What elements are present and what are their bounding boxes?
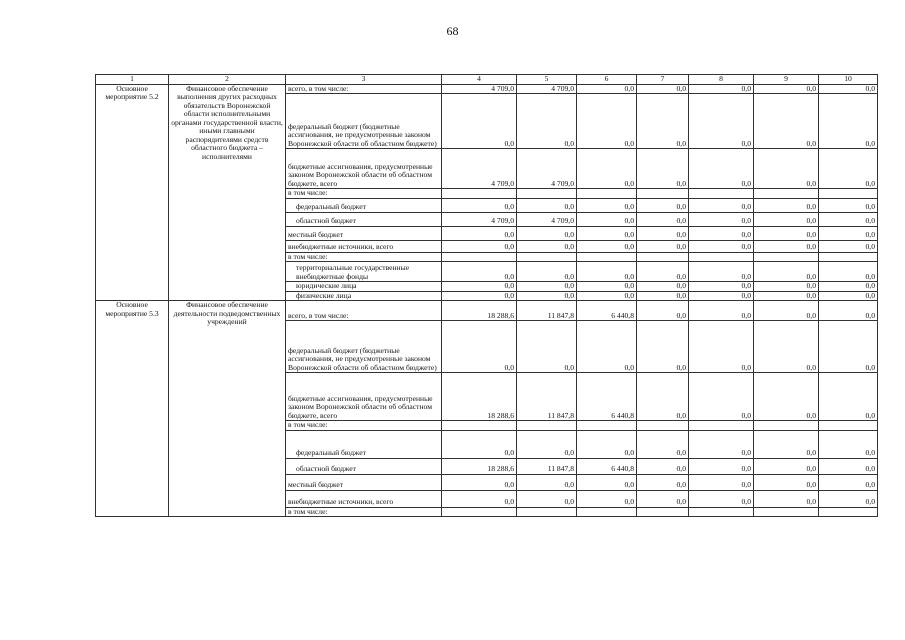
amount-cell-col-9: 0,0 bbox=[754, 474, 819, 490]
funding-source-label: федеральный бюджет (бюджетные ассигнования, не предусмотренные законом Воронежской области об областном бюджете) bbox=[286, 94, 442, 149]
amount-cell-col-4: 0,0 bbox=[442, 430, 517, 458]
amount-cell-col-8 bbox=[689, 507, 754, 517]
amount-cell-col-9 bbox=[754, 507, 819, 517]
amount-cell-col-4: 0,0 bbox=[442, 198, 517, 212]
amount-cell-col-10: 0,0 bbox=[819, 198, 878, 212]
funding-source-label: областной бюджет bbox=[286, 458, 442, 474]
amount-cell-col-10: 0,0 bbox=[819, 373, 878, 421]
amount-cell-col-4: 0,0 bbox=[442, 321, 517, 373]
amount-cell-col-7: 0,0 bbox=[637, 226, 689, 240]
amount-cell-col-4 bbox=[442, 189, 517, 199]
amount-cell-col-10: 0,0 bbox=[819, 458, 878, 474]
amount-cell-col-9: 0,0 bbox=[754, 373, 819, 421]
amount-cell-col-9: 0,0 bbox=[754, 226, 819, 240]
amount-cell-col-4: 4 709,0 bbox=[442, 84, 517, 94]
amount-cell-col-9: 0,0 bbox=[754, 262, 819, 282]
amount-cell-col-10: 0,0 bbox=[819, 240, 878, 252]
amount-cell-col-5: 11 847,8 bbox=[517, 373, 577, 421]
amount-cell-col-9: 0,0 bbox=[754, 94, 819, 149]
amount-cell-col-4: 0,0 bbox=[442, 490, 517, 507]
amount-cell-col-6: 0,0 bbox=[577, 84, 637, 94]
amount-cell-col-7: 0,0 bbox=[637, 240, 689, 252]
amount-cell-col-10 bbox=[819, 252, 878, 262]
amount-cell-col-6: 0,0 bbox=[577, 149, 637, 189]
amount-cell-col-6: 0,0 bbox=[577, 474, 637, 490]
amount-cell-col-7: 0,0 bbox=[637, 490, 689, 507]
amount-cell-col-9: 0,0 bbox=[754, 430, 819, 458]
activity-name: Основное мероприятие 5.3 bbox=[96, 301, 169, 517]
amount-cell-col-7: 0,0 bbox=[637, 458, 689, 474]
amount-cell-col-8: 0,0 bbox=[689, 282, 754, 292]
amount-cell-col-9: 0,0 bbox=[754, 291, 819, 301]
amount-cell-col-7: 0,0 bbox=[637, 291, 689, 301]
amount-cell-col-6: 0,0 bbox=[577, 94, 637, 149]
amount-cell-col-6: 0,0 bbox=[577, 321, 637, 373]
amount-cell-col-8: 0,0 bbox=[689, 212, 754, 226]
amount-cell-col-6: 0,0 bbox=[577, 291, 637, 301]
amount-cell-col-7: 0,0 bbox=[637, 198, 689, 212]
column-number-7: 7 bbox=[637, 75, 689, 85]
amount-cell-col-9: 0,0 bbox=[754, 458, 819, 474]
column-number-8: 8 bbox=[689, 75, 754, 85]
amount-cell-col-5 bbox=[517, 189, 577, 199]
amount-cell-col-6: 0,0 bbox=[577, 430, 637, 458]
amount-cell-col-8 bbox=[689, 421, 754, 431]
amount-cell-col-6: 0,0 bbox=[577, 240, 637, 252]
amount-cell-col-7: 0,0 bbox=[637, 212, 689, 226]
amount-cell-col-9: 0,0 bbox=[754, 198, 819, 212]
amount-cell-col-10: 0,0 bbox=[819, 226, 878, 240]
amount-cell-col-7: 0,0 bbox=[637, 262, 689, 282]
amount-cell-col-6: 6 440,8 bbox=[577, 458, 637, 474]
amount-cell-col-5: 0,0 bbox=[517, 321, 577, 373]
amount-cell-col-9: 0,0 bbox=[754, 490, 819, 507]
amount-cell-col-10: 0,0 bbox=[819, 212, 878, 226]
funding-source-label: территориальные государственные внебюджетные фонды bbox=[286, 262, 442, 282]
page-number: 68 bbox=[446, 24, 459, 38]
activity-name: Основное мероприятие 5.2 bbox=[96, 84, 169, 301]
funding-source-label: юридические лица bbox=[286, 282, 442, 292]
funding-source-label: всего, в том числе: bbox=[286, 84, 442, 94]
amount-cell-col-8: 0,0 bbox=[689, 301, 754, 321]
amount-cell-col-6 bbox=[577, 252, 637, 262]
amount-cell-col-9: 0,0 bbox=[754, 84, 819, 94]
amount-cell-col-8: 0,0 bbox=[689, 94, 754, 149]
amount-cell-col-9: 0,0 bbox=[754, 212, 819, 226]
amount-cell-col-4 bbox=[442, 421, 517, 431]
funding-source-label: бюджетные ассигнования, предусмотренные законом Воронежской области об областном бюджете, всего bbox=[286, 149, 442, 189]
amount-cell-col-4: 18 288,6 bbox=[442, 373, 517, 421]
amount-cell-col-4: 0,0 bbox=[442, 474, 517, 490]
amount-cell-col-4 bbox=[442, 507, 517, 517]
column-number-9: 9 bbox=[754, 75, 819, 85]
amount-cell-col-9: 0,0 bbox=[754, 282, 819, 292]
amount-cell-col-5: 4 709,0 bbox=[517, 212, 577, 226]
amount-cell-col-7 bbox=[637, 507, 689, 517]
budget-table bbox=[95, 74, 878, 517]
amount-cell-col-7: 0,0 bbox=[637, 301, 689, 321]
amount-cell-col-10: 0,0 bbox=[819, 84, 878, 94]
amount-cell-col-6 bbox=[577, 507, 637, 517]
amount-cell-col-7: 0,0 bbox=[637, 84, 689, 94]
funding-source-label: бюджетные ассигнования, предусмотренные законом Воронежской области об областном бюджете, всего bbox=[286, 373, 442, 421]
amount-cell-col-6: 0,0 bbox=[577, 198, 637, 212]
funding-source-label: физические лица bbox=[286, 291, 442, 301]
amount-cell-col-7: 0,0 bbox=[637, 373, 689, 421]
amount-cell-col-8 bbox=[689, 252, 754, 262]
amount-cell-col-7: 0,0 bbox=[637, 149, 689, 189]
amount-cell-col-7 bbox=[637, 252, 689, 262]
activity-description: Финансовое обеспечение деятельности подведомственных учреждений bbox=[169, 301, 286, 517]
amount-cell-col-10: 0,0 bbox=[819, 321, 878, 373]
amount-cell-col-5: 0,0 bbox=[517, 282, 577, 292]
column-number-6: 6 bbox=[577, 75, 637, 85]
amount-cell-col-5: 11 847,8 bbox=[517, 458, 577, 474]
funding-source-label: федеральный бюджет bbox=[286, 430, 442, 458]
amount-cell-col-6: 0,0 bbox=[577, 490, 637, 507]
amount-cell-col-5: 11 847,8 bbox=[517, 301, 577, 321]
amount-cell-col-10 bbox=[819, 421, 878, 431]
amount-cell-col-7: 0,0 bbox=[637, 94, 689, 149]
amount-cell-col-5: 0,0 bbox=[517, 240, 577, 252]
amount-cell-col-4: 0,0 bbox=[442, 240, 517, 252]
amount-cell-col-5: 0,0 bbox=[517, 262, 577, 282]
amount-cell-col-5: 0,0 bbox=[517, 94, 577, 149]
amount-cell-col-10: 0,0 bbox=[819, 490, 878, 507]
amount-cell-col-10 bbox=[819, 507, 878, 517]
amount-cell-col-4: 0,0 bbox=[442, 282, 517, 292]
funding-source-label: местный бюджет bbox=[286, 474, 442, 490]
amount-cell-col-5 bbox=[517, 252, 577, 262]
amount-cell-col-5: 0,0 bbox=[517, 490, 577, 507]
amount-cell-col-4: 0,0 bbox=[442, 291, 517, 301]
amount-cell-col-9 bbox=[754, 189, 819, 199]
amount-cell-col-6: 0,0 bbox=[577, 212, 637, 226]
amount-cell-col-10: 0,0 bbox=[819, 94, 878, 149]
amount-cell-col-5: 0,0 bbox=[517, 474, 577, 490]
amount-cell-col-8: 0,0 bbox=[689, 321, 754, 373]
amount-cell-col-4: 0,0 bbox=[442, 226, 517, 240]
amount-cell-col-7: 0,0 bbox=[637, 282, 689, 292]
amount-cell-col-8: 0,0 bbox=[689, 262, 754, 282]
amount-cell-col-4: 4 709,0 bbox=[442, 149, 517, 189]
amount-cell-col-8: 0,0 bbox=[689, 490, 754, 507]
amount-cell-col-4 bbox=[442, 252, 517, 262]
column-number-3: 3 bbox=[286, 75, 442, 85]
funding-source-label: внебюджетные источники, всего bbox=[286, 240, 442, 252]
amount-cell-col-7: 0,0 bbox=[637, 430, 689, 458]
amount-cell-col-10 bbox=[819, 189, 878, 199]
amount-cell-col-7: 0,0 bbox=[637, 321, 689, 373]
amount-cell-col-8: 0,0 bbox=[689, 291, 754, 301]
column-number-2: 2 bbox=[169, 75, 286, 85]
amount-cell-col-6: 0,0 bbox=[577, 226, 637, 240]
amount-cell-col-6 bbox=[577, 421, 637, 431]
amount-cell-col-10: 0,0 bbox=[819, 301, 878, 321]
amount-cell-col-8: 0,0 bbox=[689, 474, 754, 490]
amount-cell-col-8: 0,0 bbox=[689, 198, 754, 212]
amount-cell-col-9 bbox=[754, 421, 819, 431]
amount-cell-col-7 bbox=[637, 189, 689, 199]
amount-cell-col-7 bbox=[637, 421, 689, 431]
activity-description: Финансовое обеспечение выполнения других расходных обязательств Воронежской области исполнительными органами государственной власти, иными главными распорядителями средств областного бюджета – исполнителями bbox=[169, 84, 286, 301]
amount-cell-col-10: 0,0 bbox=[819, 149, 878, 189]
amount-cell-col-8 bbox=[689, 189, 754, 199]
amount-cell-col-6: 0,0 bbox=[577, 282, 637, 292]
amount-cell-col-4: 18 288,6 bbox=[442, 301, 517, 321]
table-row bbox=[96, 301, 878, 321]
amount-cell-col-10: 0,0 bbox=[819, 474, 878, 490]
amount-cell-col-9: 0,0 bbox=[754, 240, 819, 252]
amount-cell-col-7: 0,0 bbox=[637, 474, 689, 490]
amount-cell-col-5: 4 709,0 bbox=[517, 149, 577, 189]
amount-cell-col-8: 0,0 bbox=[689, 84, 754, 94]
amount-cell-col-8: 0,0 bbox=[689, 240, 754, 252]
amount-cell-col-10: 0,0 bbox=[819, 262, 878, 282]
amount-cell-col-9: 0,0 bbox=[754, 321, 819, 373]
amount-cell-col-8: 0,0 bbox=[689, 226, 754, 240]
amount-cell-col-5 bbox=[517, 421, 577, 431]
table-row bbox=[96, 84, 878, 94]
funding-source-label: в том числе: bbox=[286, 421, 442, 431]
funding-source-label: внебюджетные источники, всего bbox=[286, 490, 442, 507]
amount-cell-col-8: 0,0 bbox=[689, 430, 754, 458]
amount-cell-col-6 bbox=[577, 189, 637, 199]
amount-cell-col-5 bbox=[517, 507, 577, 517]
column-number-4: 4 bbox=[442, 75, 517, 85]
amount-cell-col-6: 0,0 bbox=[577, 262, 637, 282]
funding-source-label: областной бюджет bbox=[286, 212, 442, 226]
amount-cell-col-10: 0,0 bbox=[819, 430, 878, 458]
column-number-5: 5 bbox=[517, 75, 577, 85]
amount-cell-col-4: 0,0 bbox=[442, 262, 517, 282]
amount-cell-col-9: 0,0 bbox=[754, 149, 819, 189]
amount-cell-col-10: 0,0 bbox=[819, 282, 878, 292]
funding-source-label: всего, в том числе: bbox=[286, 301, 442, 321]
column-number-1: 1 bbox=[96, 75, 169, 85]
amount-cell-col-4: 4 709,0 bbox=[442, 212, 517, 226]
table-header-row bbox=[96, 75, 878, 85]
column-number-10: 10 bbox=[819, 75, 878, 85]
amount-cell-col-8: 0,0 bbox=[689, 149, 754, 189]
funding-source-label: местный бюджет bbox=[286, 226, 442, 240]
amount-cell-col-10: 0,0 bbox=[819, 291, 878, 301]
amount-cell-col-4: 18 288,6 bbox=[442, 458, 517, 474]
amount-cell-col-4: 0,0 bbox=[442, 94, 517, 149]
amount-cell-col-9 bbox=[754, 252, 819, 262]
funding-source-label: федеральный бюджет (бюджетные ассигнования, не предусмотренные законом Воронежской области об областном бюджете) bbox=[286, 321, 442, 373]
amount-cell-col-5: 0,0 bbox=[517, 430, 577, 458]
amount-cell-col-6: 6 440,8 bbox=[577, 373, 637, 421]
amount-cell-col-5: 4 709,0 bbox=[517, 84, 577, 94]
funding-source-label: федеральный бюджет bbox=[286, 198, 442, 212]
amount-cell-col-8: 0,0 bbox=[689, 458, 754, 474]
amount-cell-col-5: 0,0 bbox=[517, 226, 577, 240]
funding-source-label: в том числе: bbox=[286, 189, 442, 199]
amount-cell-col-8: 0,0 bbox=[689, 373, 754, 421]
amount-cell-col-6: 6 440,8 bbox=[577, 301, 637, 321]
amount-cell-col-5: 0,0 bbox=[517, 198, 577, 212]
funding-source-label: в том числе: bbox=[286, 507, 442, 517]
amount-cell-col-9: 0,0 bbox=[754, 301, 819, 321]
funding-source-label: в том числе: bbox=[286, 252, 442, 262]
amount-cell-col-5: 0,0 bbox=[517, 291, 577, 301]
